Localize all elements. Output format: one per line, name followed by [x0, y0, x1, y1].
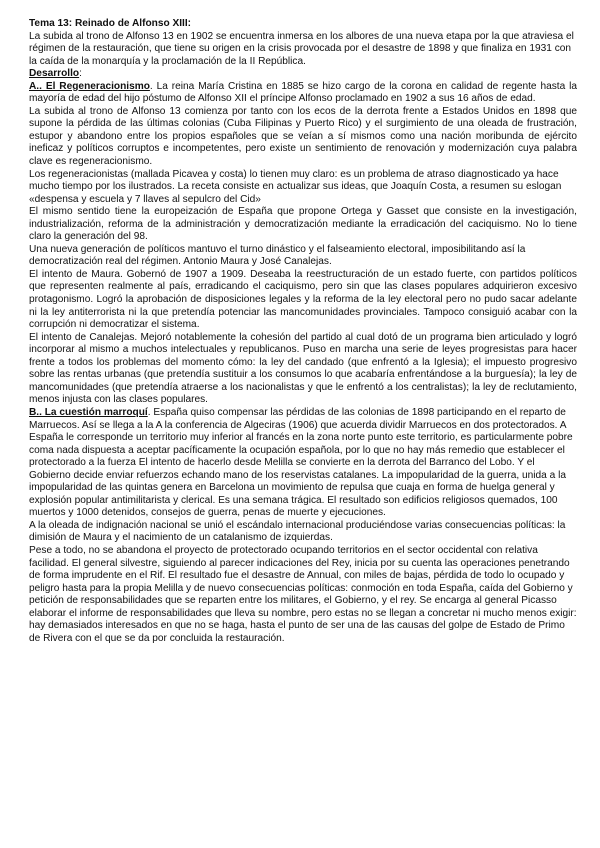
document-title: Tema 13: Reinado de Alfonso XIII:	[29, 18, 192, 29]
desarrollo-colon: :	[79, 68, 82, 80]
section-a-paragraph: El mismo sentido tiene la europeización de España que propone Ortega y Gasset que consiste en la investigación, industrialización, reforma de la administración y democratización mediante la erradicación del caciquismo. No lo tiene claro la generación del 98.	[29, 206, 577, 243]
section-a-paragraph: Una nueva generación de políticos mantuvo el turno dinástico y el falseamiento electoral, imposibilitando así la democratización real del régimen. Antonio Maura y José Canalejas.	[29, 243, 526, 268]
section-a-lead-text: . La reina María Cristina en 1885 se hizo cargo de la corona en calidad de regente hasta la mayoría de edad del hijo póstumo de Alfonso XII el príncipe Alfonso proclamado en 1902 a sus 16 años de edad.	[29, 80, 577, 105]
section-a-paragraph: El intento de Maura. Gobernó de 1907 a 1909. Deseaba la reestructuración de un estado fuerte, con partidos políticos que representen realmente al país, erradicando el caciquismo, pero sin que las clases populares adquirieron excesivo protagonismo. Logró la aprobación de disposiciones legales y la reforma de la ley electoral pero no pudo sacar adelante ni la ley antiterrorista ni la que pretendía potenciar las mancomunidades provinciales. Tampoco consiguió acabar con la corrupción ni democratizar el sistema.	[29, 268, 577, 331]
section-a-paragraph: El intento de Canalejas. Mejoró notablemente la cohesión del partido al cual dotó de un programa bien articulado y logró incorporar al mismo a muchos intelectuales y republicanos. Puso en marcha una serie de leyes progresistas para hacer frente a todos los problemas del momento cómo: la ley del candado (que enfrentó a la Iglesia); el impuesto progresivo sobre las rentas urbanas (que pretendía sustituir a los consumos lo que acabaría enfrentándose a la burguesía); la ley de mancomunidades (que pretendía atraerse a los nacionalistas y que le enfrentó a los centralistas); la ley de reclutamiento, menos injusta con las clases populares.	[29, 331, 577, 406]
section-b-lead-text: . España quiso compensar las pérdidas de las colonias de 1898 participando en el reparto de Marruecos. Así se llega a la A la conferencia de Algeciras (1906) que acuerda dividir Marruecos en dos protectorados. A España le corresponde un territorio muy inferior al francés en la zona norte punto este territorio, es particularmente pobre coma nada dispuesta a aceptar pacíficamente la ocupación española, por lo que no hay más remedio que establecer el protectorado a la fuerza El intento de hacerlo desde Melilla se convierte en la derrota del Barranco del Lobo. Y el Gobierno decide enviar refuerzos echando mano de los reservistas catalanes. La impopularidad de la guerra, unida a la impopularidad de las quintas genera en Barcelona un movimiento de repulsa que cuaja en forma de huelga general y explosión popular antimilitarista y clerical. Es una semana trágica. El resultado son edificios religiosos quemados, 100 muertos y 1000 detenidos, consejos de guerra, penas de muerte y ejecuciones.	[29, 406, 573, 519]
desarrollo-heading: Desarrollo	[29, 68, 80, 80]
section-a-label: A.. El Regeneracionismo	[29, 80, 150, 92]
desarrollo-line	[29, 68, 577, 81]
intro-paragraph: La subida al trono de Alfonso 13 en 1902 se encuentra inmersa en los albores de una nueva etapa por la que atraviesa el régimen de la restauración, que tiene su origen en la crisis provocada por el desastre de 1898 y que finaliza en 1931 con la caída de la monarquía y la proclamación de la II República.	[29, 30, 574, 67]
section-b-paragraph: A la oleada de indignación nacional se unió el escándalo internacional produciéndose varias consecuencias políticas: la dimisión de Maura y el nacimiento de un catalanismo de izquierdas.	[29, 519, 566, 544]
section-b-lead-paragraph	[29, 407, 577, 520]
section-b-paragraph: Pese a todo, no se abandona el proyecto de protectorado ocupando territorios en el sector occidental con relativa facilidad. El general silvestre, siguiendo al parecer indicaciones del Rey, inicia por su cuenta las operaciones penetrando de forma imprudente en el Rif. El resultado fue el desastre de Annual, con miles de bajas, pérdida de todo lo ocupado y peligro hasta para la propia Melilla y de nuevo consecuencias políticas: conmoción en toda España, caída del Gobierno y petición de responsabilidades que se reparten entre los militares, el Gobierno, y el rey. Se encarga al general Picasso elaborar el informe de responsabilidades que lleva su nombre, pero estas no se llegan a concretar ni mucho menos exigir: hay demasiados interesados en que no se haga, hasta el punto de ser una de las causas del golpe de Estado de Primo de Rivera con el que se da por concluida la restauración.	[29, 544, 577, 644]
section-a-lead-paragraph	[29, 81, 577, 106]
section-a-paragraph: Los regeneracionistas (mallada Picavea y costa) lo tienen muy claro: es un problema de atraso diagnosticado ya hace mucho tiempo por los ilustrados. La receta consiste en actualizar sus ideas, que Joaquín Costa, a resumen su eslogan «despensa y escuela y 7 llaves al sepulcro del Cid»	[29, 168, 562, 205]
section-b-label: B.. La cuestión marroquí	[29, 406, 148, 418]
section-a-paragraph: La subida al trono de Alfonso 13 comienza por tanto con los ecos de la derrota frente a Estados Unidos en 1898 que supone la pérdida de las últimas colonias (Cuba Filipinas y Puerto Rico) y el surgimiento de una oleada de frustración, estupor y abandono entre los propios españoles que se veían a sí mismos como una nación moribunda de ejército ineficaz y políticos corruptos e incompetentes, pero existe un sentimiento de renovación y modernización cuya palabra clave es regeneracionismo.	[29, 105, 577, 168]
